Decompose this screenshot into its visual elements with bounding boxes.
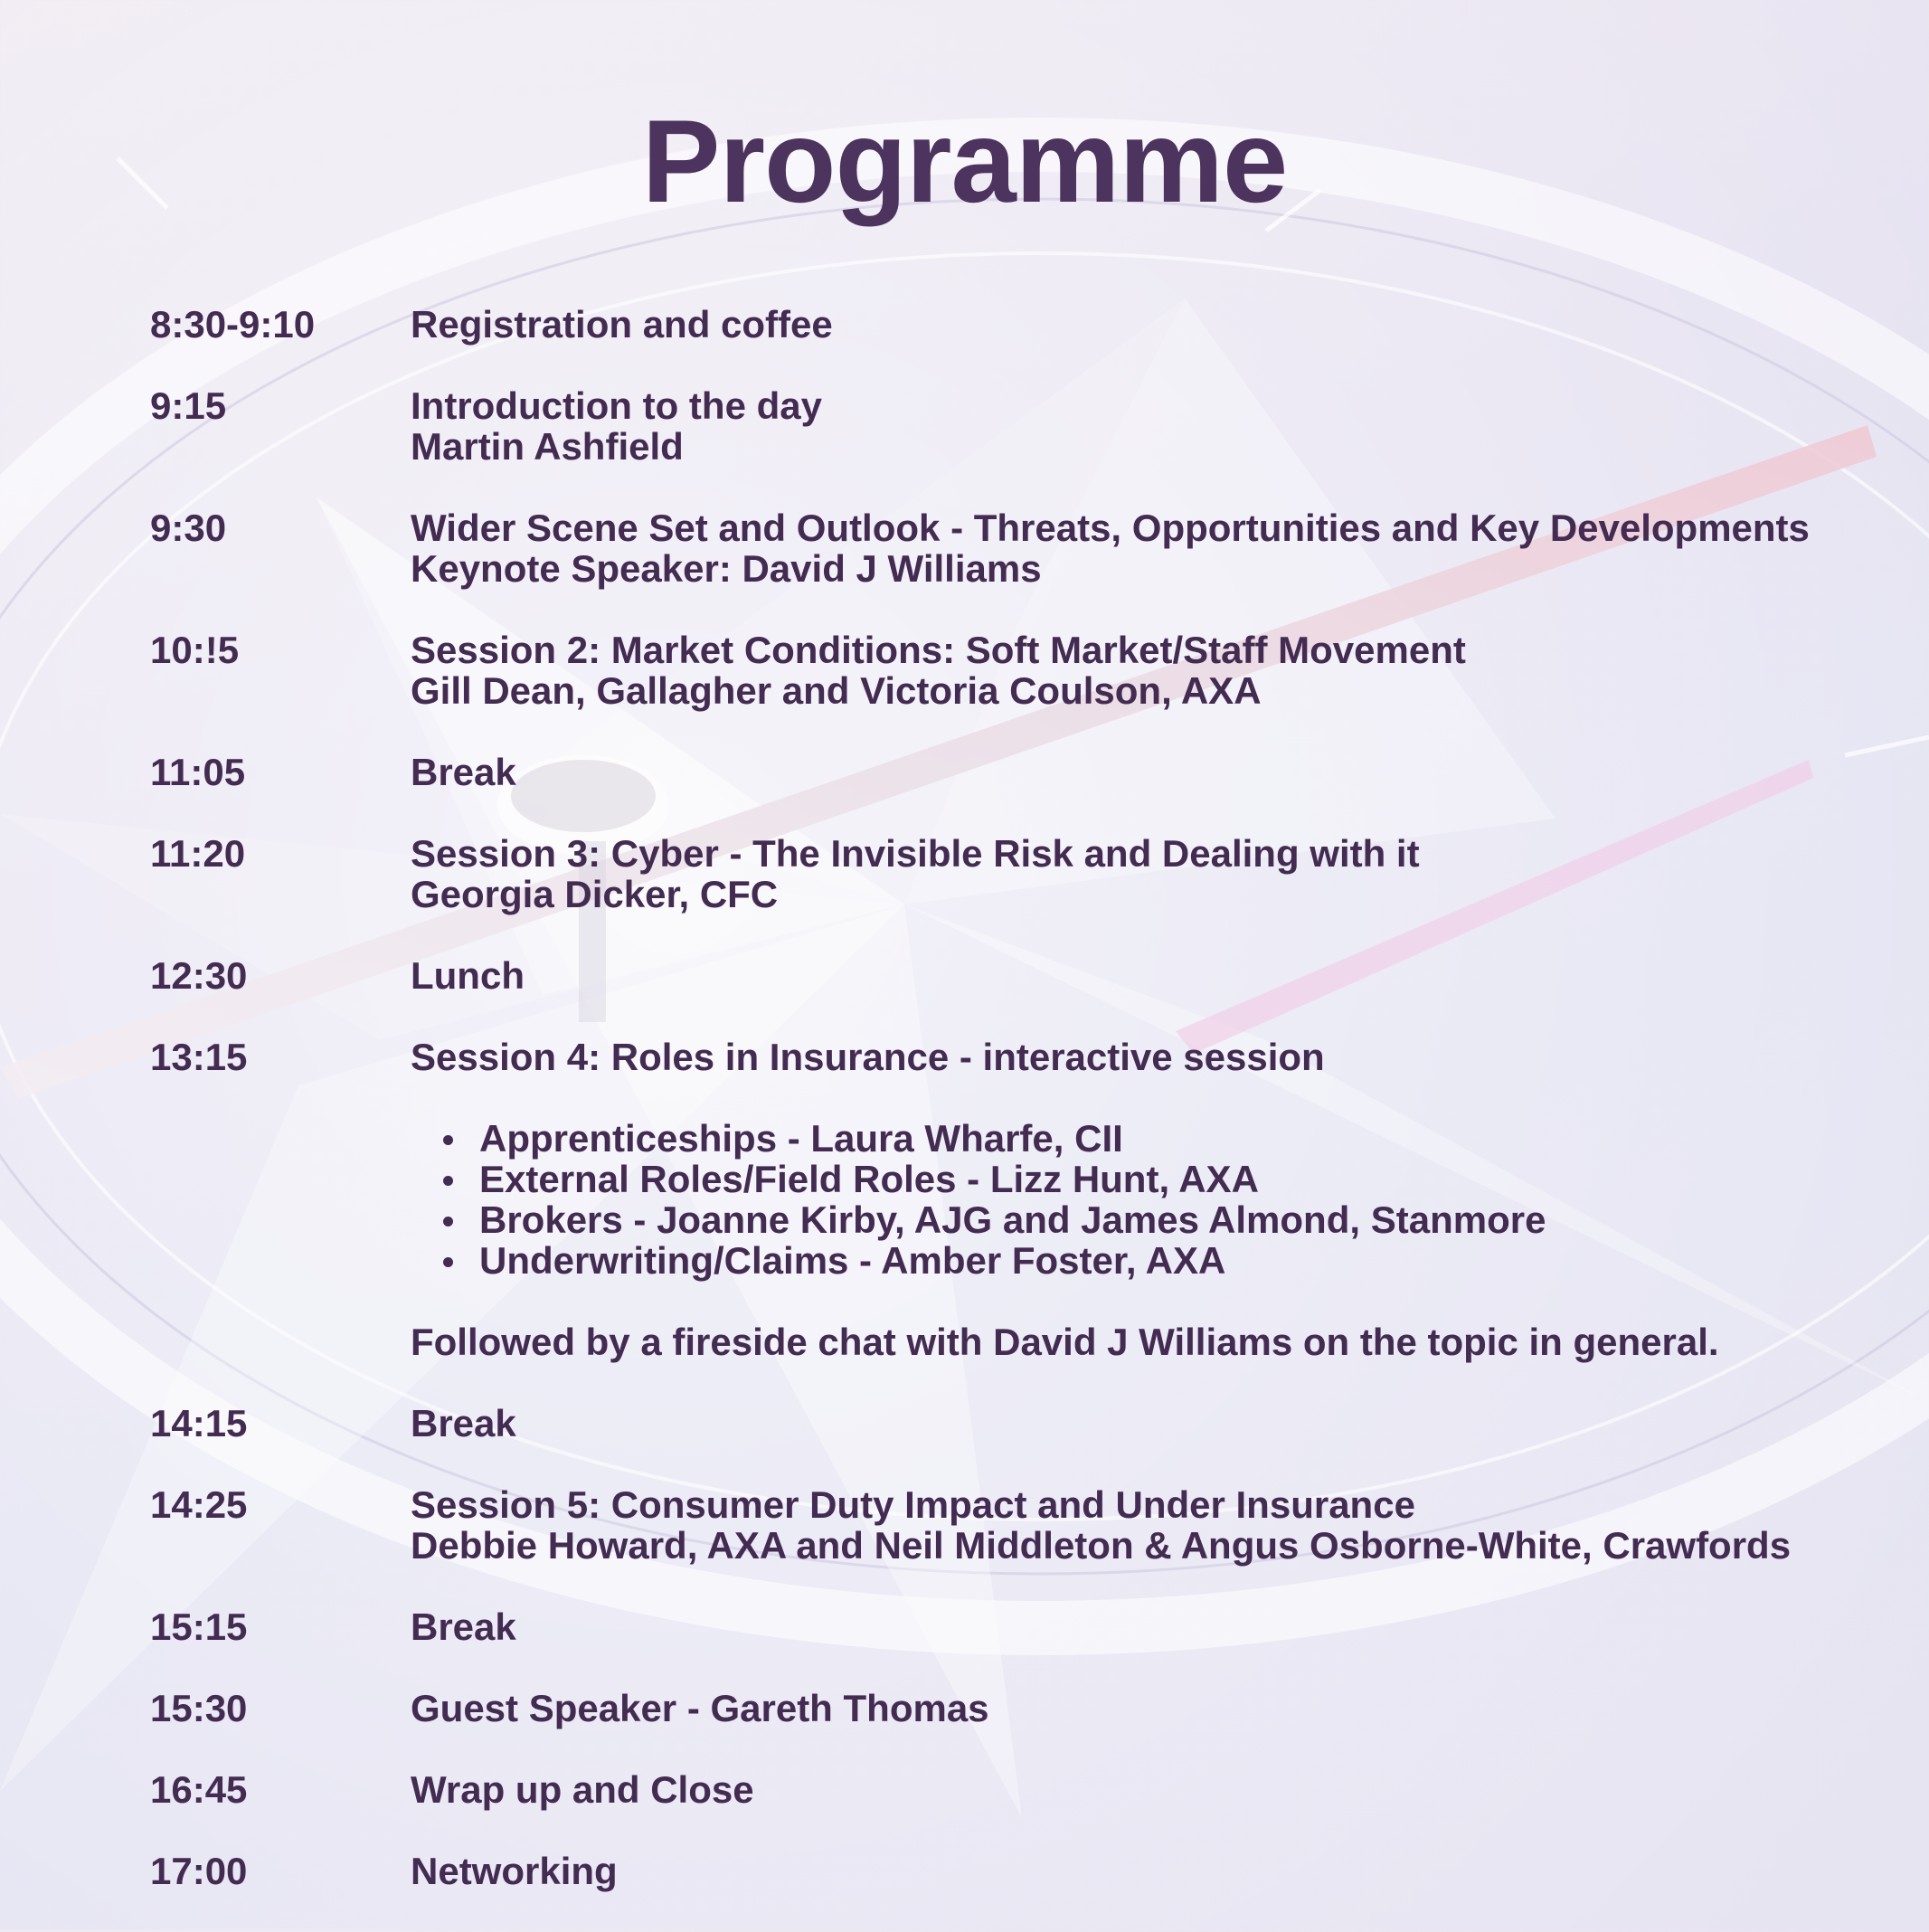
schedule-row [150,304,1886,345]
page-title: Programme [641,95,1288,227]
session-details [411,833,1886,914]
session-title: Guest Speaker - Gareth Thomas [411,1687,989,1729]
schedule-row [150,1037,1886,1362]
session-time: 16:45 [150,1768,248,1811]
schedule-row [150,507,1886,589]
session-time: 15:30 [150,1687,248,1729]
session-title: Session 2: Market Conditions: Soft Market/Staff Movement [411,629,1466,671]
schedule-row [150,752,1886,792]
session-details [411,1403,1886,1444]
schedule-row [150,630,1886,711]
session-bullet-list [411,1118,1886,1281]
session-title: Registration and coffee [411,303,833,346]
session-details [411,1606,1886,1647]
session-title: Introduction to the day [411,384,822,427]
session-details [411,1688,1886,1728]
session-details [411,752,1886,792]
schedule-row [150,1851,1886,1891]
session-time: 14:15 [150,1402,248,1444]
session-speakers: Keynote Speaker: David J Williams [411,547,1042,590]
schedule-row [150,1484,1886,1566]
schedule-row [150,1688,1886,1728]
session-time: 12:30 [150,954,248,997]
session-time: 10:!5 [150,629,240,671]
session-time: 15:15 [150,1605,248,1648]
session-speakers: Debbie Howard, AXA and Neil Middleton & Angus Osborne-White, Crawfords [411,1524,1792,1567]
session-speakers: Gill Dean, Gallagher and Victoria Coulson, AXA [411,669,1262,712]
session-title: Lunch [411,954,525,997]
schedule-row [150,1403,1886,1444]
session-bullet-item: Underwriting/Claims - Amber Foster, AXA [443,1240,1886,1281]
session-time: 14:25 [150,1483,248,1526]
session-details [411,1037,1886,1362]
session-note: Followed by a fireside chat with David J Williams on the topic in general. [411,1321,1719,1363]
session-details [411,630,1886,711]
session-title: Break [411,1402,516,1444]
schedule-row [150,955,1886,996]
schedule-list [150,304,1886,1932]
schedule-row [150,385,1886,467]
session-time: 9:30 [150,507,227,549]
schedule-row [150,833,1886,914]
session-title: Session 5: Consumer Duty Impact and Under Insurance [411,1483,1415,1526]
session-title: Session 4: Roles in Insurance - interactive session [411,1036,1325,1078]
schedule-row [150,1606,1886,1647]
session-details [411,304,1886,345]
session-details [411,1484,1886,1566]
session-time: 13:15 [150,1036,248,1078]
session-details [411,1769,1886,1810]
session-time: 11:05 [150,751,246,793]
session-bullet-item: Brokers - Joanne Kirby, AJG and James Almond, Stanmore [443,1199,1886,1240]
session-title: Networking [411,1850,618,1892]
session-time: 8:30-9:10 [150,303,316,346]
session-bullet-item: Apprenticeships - Laura Wharfe, CII [443,1118,1886,1159]
session-title: Wrap up and Close [411,1768,754,1811]
session-details [411,385,1886,467]
session-speakers: Georgia Dicker, CFC [411,873,779,915]
session-time: 9:15 [150,384,227,427]
session-details [411,507,1886,589]
schedule-row [150,1769,1886,1810]
session-details [411,1851,1886,1891]
session-title: Session 3: Cyber - The Invisible Risk and Dealing with it [411,832,1420,875]
session-title: Wider Scene Set and Outlook - Threats, Opportunities and Key Developments [411,507,1810,549]
session-time: 11:20 [150,832,246,875]
session-details [411,955,1886,996]
session-time: 17:00 [150,1850,248,1892]
session-speakers: Martin Ashfield [411,425,684,468]
session-title: Break [411,751,516,793]
session-bullet-item: External Roles/Field Roles - Lizz Hunt, AXA [443,1159,1886,1199]
session-title: Break [411,1605,516,1648]
